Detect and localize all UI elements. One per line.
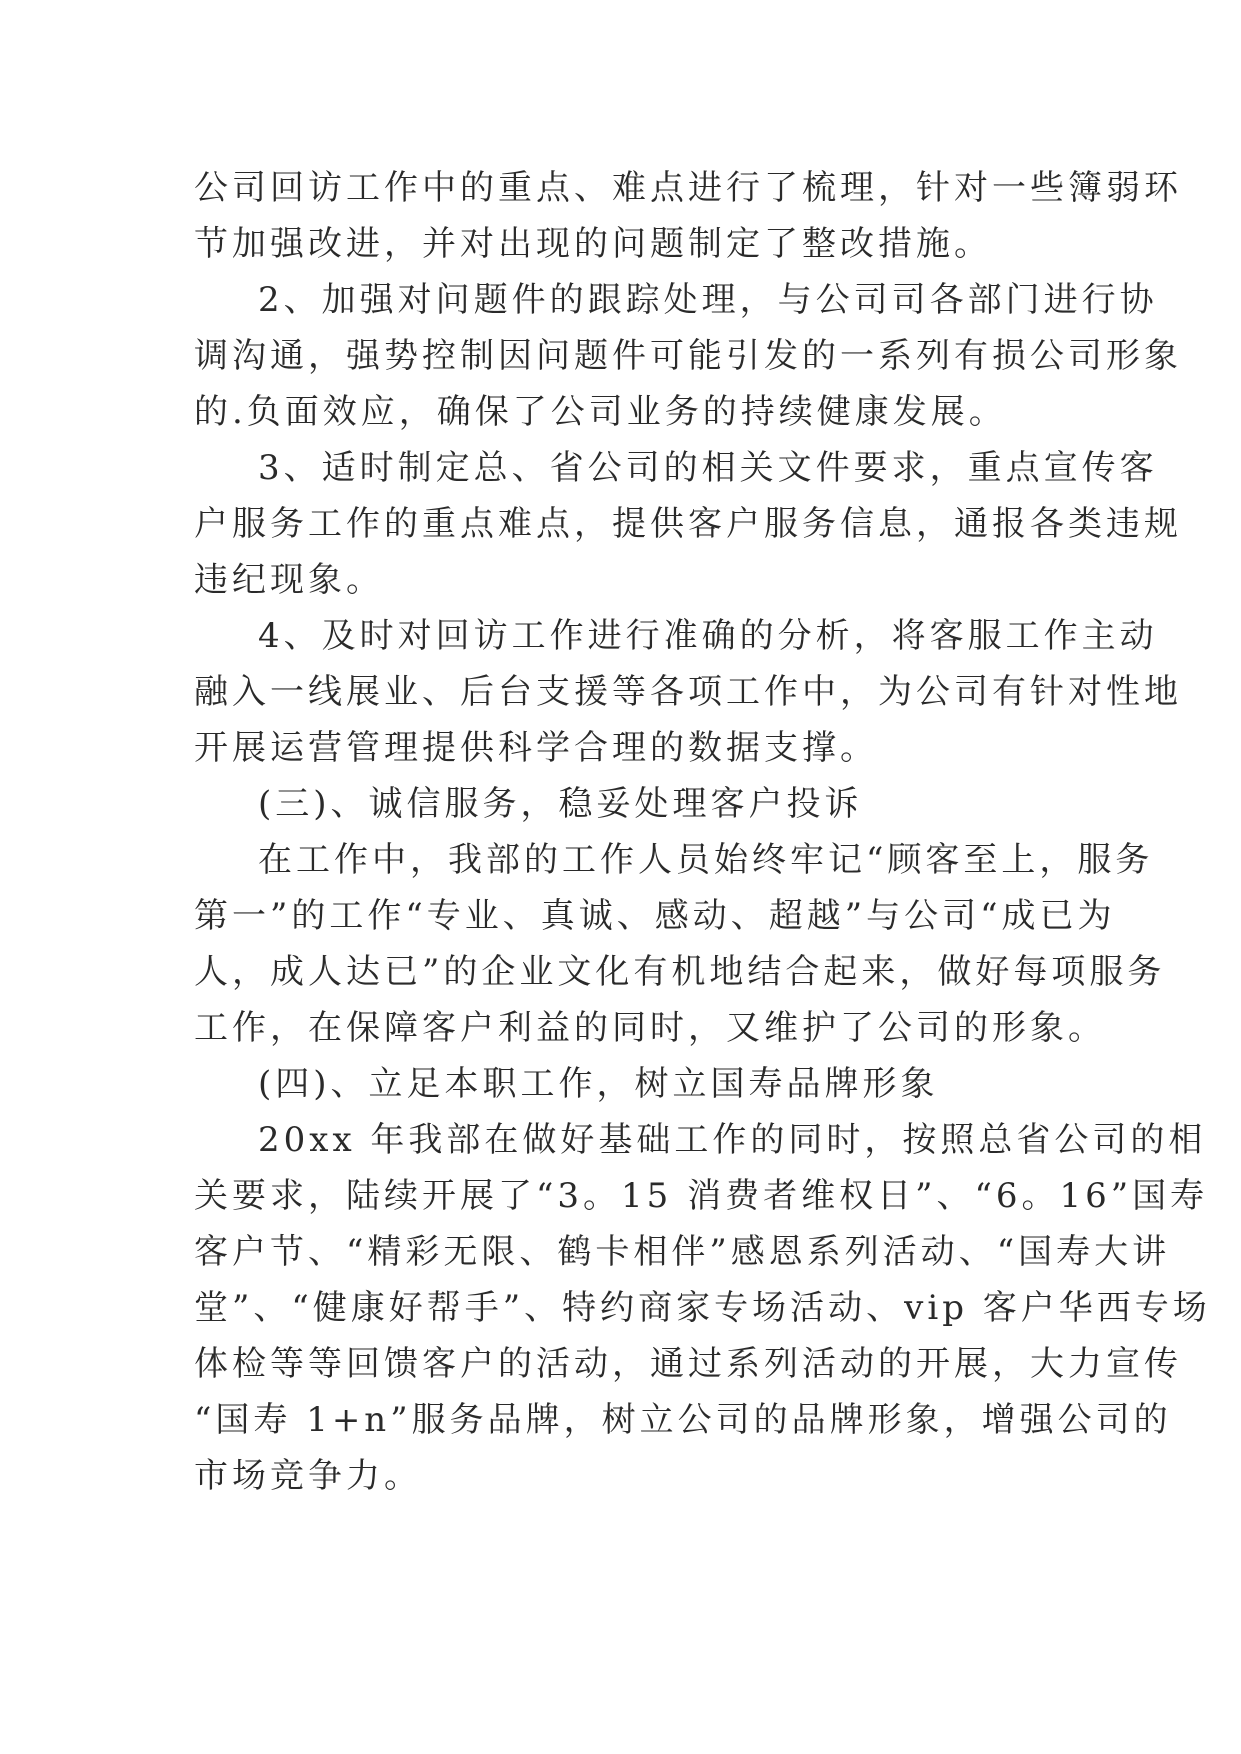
text-line: 户服务工作的重点难点，提供客户服务信息，通报各类违规 xyxy=(194,504,1182,544)
text-line: 节加强改进，并对出现的问题制定了整改措施。 xyxy=(194,224,992,264)
text-line: “国寿 1+n”服务品牌，树立公司的品牌形象，增强公司的 xyxy=(194,1400,1172,1440)
text-line: 3、适时制定总、省公司的相关文件要求，重点宣传客 xyxy=(258,448,1158,488)
text-line: 融入一线展业、后台支援等各项工作中，为公司有针对性地 xyxy=(194,672,1182,712)
text-line: 关要求，陆续开展了“3。15 消费者维权日”、“6。16”国寿 xyxy=(194,1176,1209,1216)
text-line: 公司回访工作中的重点、难点进行了梳理，针对一些簿弱环 xyxy=(194,168,1182,208)
text-line: 客户节、“精彩无限、鹤卡相伴”感恩系列活动、“国寿大讲 xyxy=(194,1232,1171,1272)
text-line: 体检等等回馈客户的活动，通过系列活动的开展，大力宣传 xyxy=(194,1344,1182,1384)
section-heading: (四)、立足本职工作，树立国寿品牌形象 xyxy=(258,1064,939,1104)
text-line: 工作，在保障客户利益的同时，又维护了公司的形象。 xyxy=(194,1008,1106,1048)
document-body xyxy=(194,160,1211,1504)
text-line: 堂”、“健康好帮手”、特约商家专场活动、vip 客户华西专场 xyxy=(194,1288,1211,1328)
text-line: 市场竞争力。 xyxy=(194,1456,422,1496)
text-line: 违纪现象。 xyxy=(194,560,384,600)
text-line: 20xx 年我部在做好基础工作的同时，按照总省公司的相 xyxy=(258,1120,1207,1160)
text-line: 2、加强对问题件的跟踪处理，与公司司各部门进行协 xyxy=(258,280,1158,320)
text-line: 的.负面效应，确保了公司业务的持续健康发展。 xyxy=(194,392,1007,432)
text-line: 第一”的工作“专业、真诚、感动、超越”与公司“成已为 xyxy=(194,896,1116,936)
section-heading: (三)、诚信服务，稳妥处理客户投诉 xyxy=(258,784,863,824)
text-line: 调沟通，强势控制因问题件可能引发的一系列有损公司形象 xyxy=(194,336,1182,376)
text-line: 人，成人达已”的企业文化有机地结合起来，做好每项服务 xyxy=(194,952,1166,992)
text-line: 开展运营管理提供科学合理的数据支撑。 xyxy=(194,728,878,768)
text-line: 在工作中，我部的工作人员始终牢记“顾客至上，服务 xyxy=(258,840,1154,880)
text-line: 4、及时对回访工作进行准确的分析，将客服工作主动 xyxy=(258,616,1158,656)
